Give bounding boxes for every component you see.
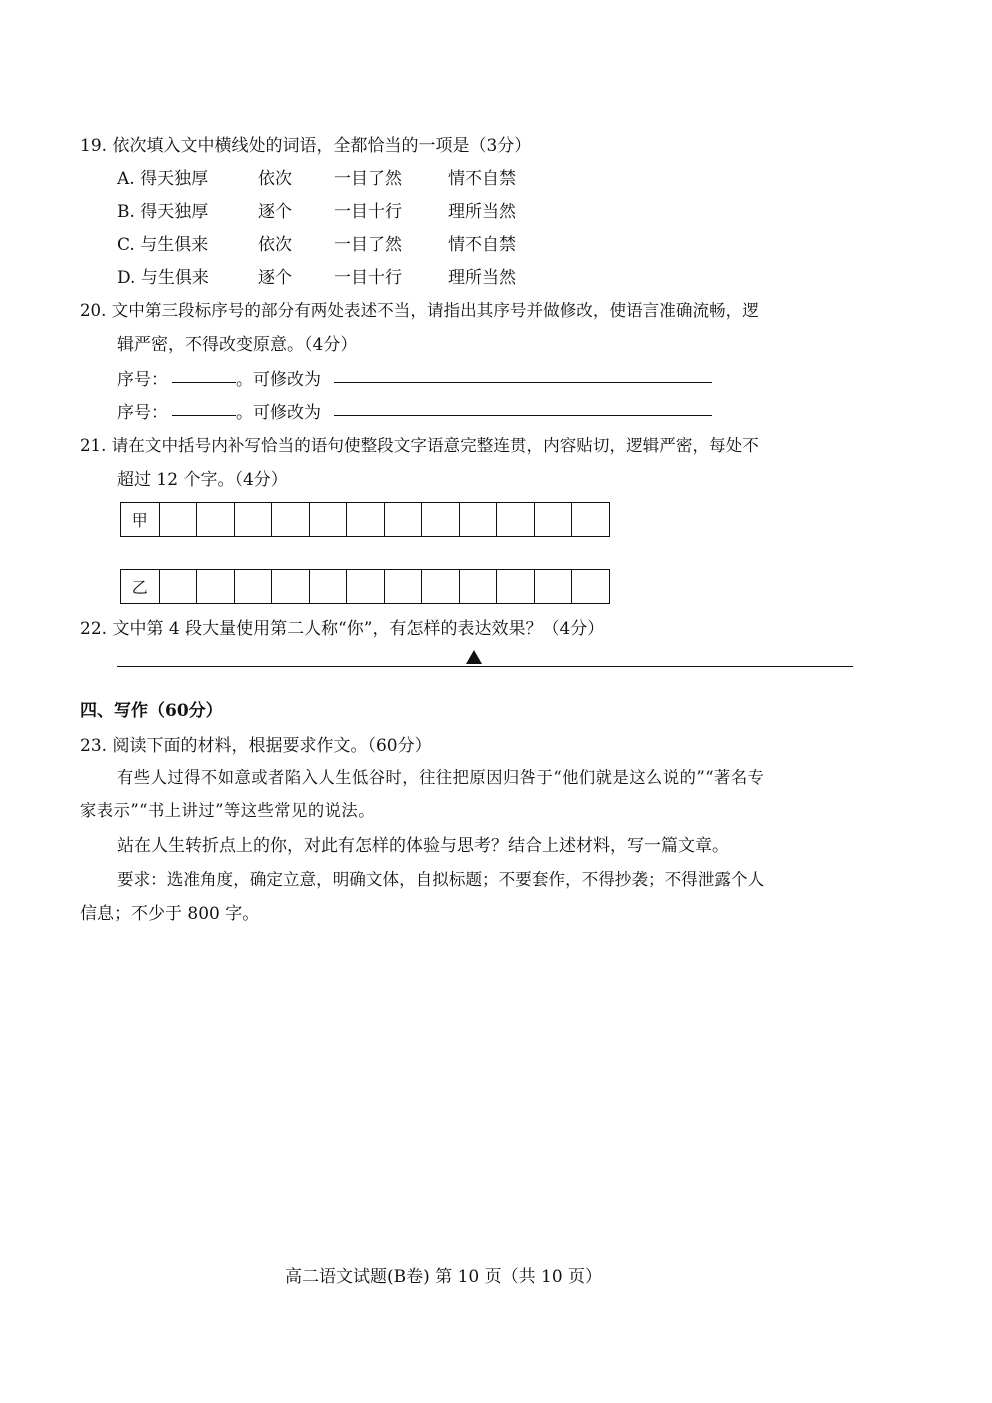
grid-cell[interactable] [309, 503, 347, 536]
grid-cell[interactable] [346, 570, 384, 603]
grid-cell[interactable] [309, 570, 347, 603]
grid-cell[interactable] [459, 503, 497, 536]
q21-stem-line2: 超过 12 个字。（4分） [117, 470, 288, 490]
requirements-line-1: 要求：选准角度，确定立意，明确文体，自拟标题；不要套作，不得抄袭；不得泄露个人 [117, 870, 765, 889]
grid-label-jia: 甲 [131, 511, 148, 530]
answer-grid-jia [120, 502, 610, 537]
q20-stem-line1: 20. 文中第三段标序号的部分有两处表述不当，请指出其序号并做修改，使语言准确流畅，逻 [80, 301, 759, 320]
grid-cell[interactable] [459, 570, 497, 603]
grid-cell[interactable] [534, 503, 572, 536]
grid-cell[interactable] [159, 503, 197, 536]
grid-cell[interactable] [384, 503, 422, 536]
material-line-2: 家表示”“书上讲过”等这些常见的说法。 [80, 801, 375, 820]
grid-cell[interactable] [384, 570, 422, 603]
q21-stem-line1: 21. 请在文中括号内补写恰当的语句使整段文字语意完整连贯，内容贴切，逻辑严密，每处不 [80, 436, 759, 455]
grid-cell[interactable] [346, 503, 384, 536]
grid-cell[interactable] [271, 570, 309, 603]
grid-cell[interactable] [234, 503, 272, 536]
q20-stem-line2: 辑严密，不得改变原意。（4分） [117, 335, 358, 355]
grid-cell[interactable] [571, 503, 609, 536]
requirements-line-2: 信息；不少于 800 字。 [80, 904, 260, 924]
section-heading: 四、写作（60分） [80, 701, 223, 721]
material-line-1: 有些人过得不如意或者陷入人生低谷时，往往把原因归咎于“他们就是这么说的”“著名专 [117, 768, 765, 787]
answer-grid-yi [120, 569, 610, 604]
grid-cell[interactable] [159, 570, 197, 603]
essay-prompt: 站在人生转折点上的你，对此有怎样的体验与思考？结合上述材料，写一篇文章。 [117, 836, 729, 856]
q22-answer-line[interactable] [117, 666, 853, 667]
grid-cell[interactable] [271, 503, 309, 536]
grid-cell[interactable] [496, 570, 534, 603]
grid-cell[interactable] [421, 570, 459, 603]
grid-label-yi: 乙 [131, 578, 148, 597]
q22-stem: 22. 文中第 4 段大量使用第二人称“你”，有怎样的表达效果？（4分） [80, 619, 605, 639]
grid-cell[interactable] [496, 503, 534, 536]
q20-revision-blank-1[interactable] [334, 382, 712, 383]
grid-cell[interactable] [234, 570, 272, 603]
grid-cell[interactable] [196, 570, 234, 603]
q20-seq-blank-2[interactable] [172, 415, 236, 416]
q20-revision-blank-2[interactable] [334, 415, 712, 416]
q19-stem: 19. 依次填入文中横线处的词语，全都恰当的一项是（3分） [80, 136, 532, 156]
page-footer: 高二语文试题(B卷) 第 10 页（共 10 页） [285, 1267, 603, 1287]
grid-cell[interactable] [571, 570, 609, 603]
triangle-marker-icon [466, 650, 482, 664]
grid-cell[interactable] [534, 570, 572, 603]
q20-seq-blank-1[interactable] [172, 382, 236, 383]
grid-cell[interactable] [421, 503, 459, 536]
q23-stem: 23. 阅读下面的材料，根据要求作文。（60分） [80, 736, 432, 756]
grid-cell[interactable] [196, 503, 234, 536]
